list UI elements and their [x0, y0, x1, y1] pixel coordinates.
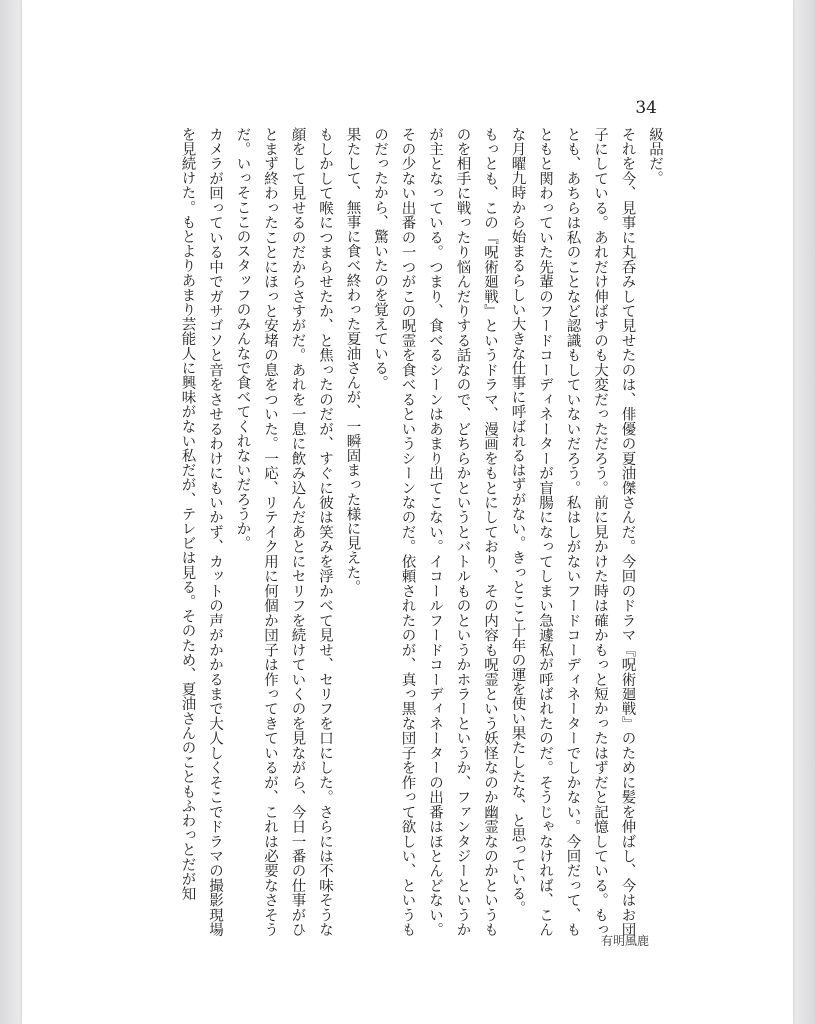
- paragraph: 級品だ。: [647, 127, 663, 186]
- paragraph: もっとも、この『呪術廻戦』というドラマ、漫画をもとにしており、その内容も呪霊という妖怪なのか幽霊なのかというものを相手に戦ったり悩んだりする話なので、どちらかというとバトルものというかホラーというか、ファンタジーというかが主となっている。つまり、食べるシーンはあまり出てこない。イコールフードコーディネーターの出番はほとんどない。その少ない出番の一つがこの呪霊を食べるというシーンなのだ。依頼されたのが、真っ黒な団子を作って欲しい、というものだったから、驚いたのを覚えている。: [372, 127, 498, 937]
- author-name: 有明風鹿: [601, 934, 650, 948]
- page-number: 34: [635, 98, 657, 118]
- book-page: [22, 0, 793, 1024]
- paragraph: 果たして、無事に食べ終わった夏油さんが、一瞬固まった様に見えた。: [344, 127, 361, 595]
- paragraph: それを今、見事に丸呑みして見せたのは、俳優の夏油傑さんだ。今回のドラマ『呪術廻戦』のために髪を伸ばし、今はお団子にしている。あれだけ伸ばすのも大変だっただろう。前に見かけた時は確かもっと短かったはずだと記憶している。もっとも、あちらは私のことなど認識もしていないだろう。私はしがないフードコーディネーターでしかない。今回だって、もともと関わっていた先輩のフードコーディネーターが盲腸になってしまい急遽私が呼ばれたのだ。そうじゃなければ、こんな月曜九時から始まるらしい大きな仕事に呼ばれるはずがない。きっとここ十年の運を使い果たしたな、と思っている。: [509, 127, 636, 937]
- paragraph: カメラが回っている中でガサゴソと音をさせるわけにもいかず、カットの声がかかるまで大人しくそこでドラマの撮影現場を見続けた。もとよりあまり芸能人に興味がない私だが、テレビは見る。そのため、夏油さんのこともふわっとだが知: [179, 127, 223, 937]
- paragraph: もしかして喉につまらせたか、と焦ったのだが、すぐに彼は笑みを浮かべて見せ、セリフを口にした。さらには不味そうな顔をして見せるのだからさすがだ。あれを一息に飲み込んだあとにセリフを続けていくのを見ながら、今日一番の仕事がひとまず終わったことにほっと安堵の息をついた。一応、リテイク用に何個か団子は作ってきているが、これは必要なさそうだ。いっそここのスタッフのみんなで食べてくれないだろうか。: [234, 127, 333, 937]
- body-text: [173, 127, 668, 937]
